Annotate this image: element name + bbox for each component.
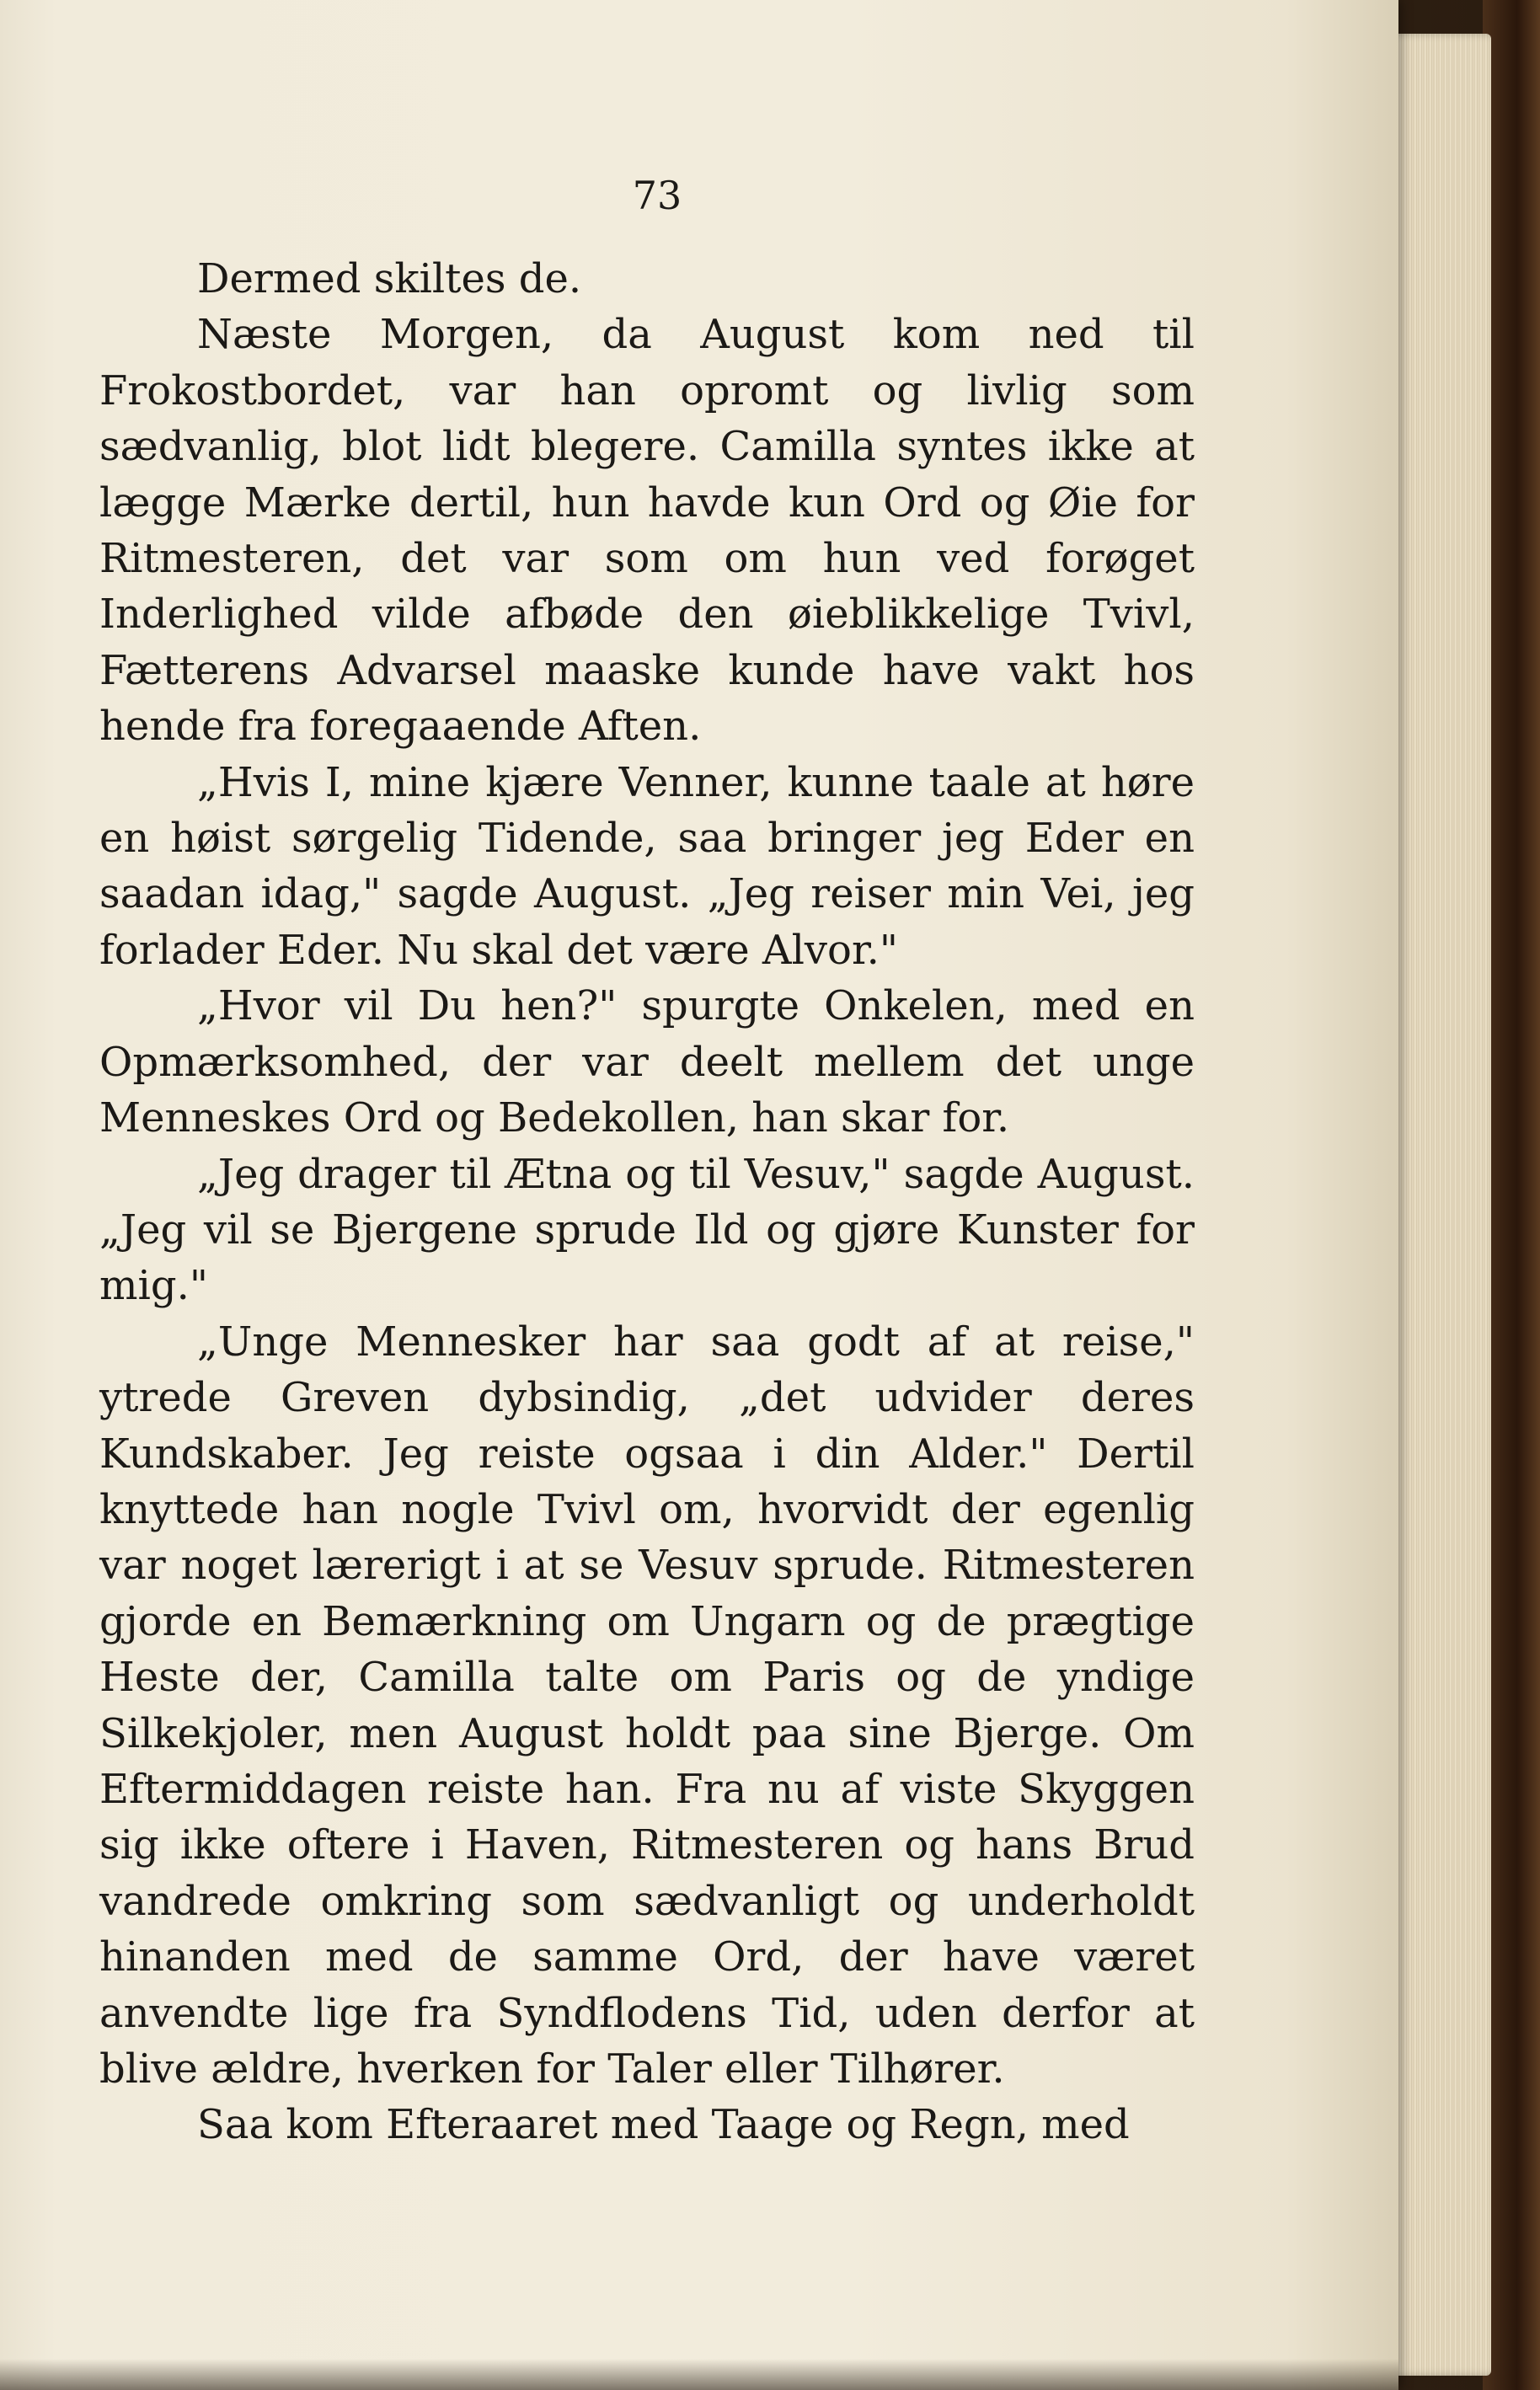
paragraph: „Unge Mennesker har saa godt af at reise," ytrede Greven dybsindig, „det udvider deres Kundskaber. Jeg reiste ogsaa i din Alder." Dertil knyttede han nogle Tvivl om, hvorvidt der egenlig var noget lærerigt i at se Vesuv sprude. Ritmesteren gjorde en Bemærkning om Ungarn og de prægtige Heste der, Camilla talte om Paris og de yndige Silkekjoler, men August holdt paa sine Bjerge. Om Eftermiddagen reiste han. Fra nu af viste Skyggen sig ikke oftere i Haven, Ritmesteren og hans Brud vandrede omkring som sædvanligt og underholdt hinanden med de samme Ord, der have været anvendte lige fra Syndflodens Tid, uden derfor at blive ældre, hverken for Taler eller Tilhører. — [99, 1318, 1195, 2093]
paragraph: „Jeg drager til Ætna og til Vesuv," sagde August. „Jeg vil se Bjergene sprude Ild og gjøre Kunster for mig." — [99, 1150, 1195, 1310]
book-cover-edge — [1483, 0, 1540, 2390]
paragraph: „Hvor vil Du hen?" spurgte Onkelen, med en Opmærksomhed, der var deelt mellem det unge Menneskes Ord og Bedekollen, han skar for. — [99, 982, 1195, 1142]
body-text — [99, 251, 1195, 2153]
paragraph: Saa kom Efteraaret med Taage og Regn, med — [197, 2101, 1130, 2149]
bottom-shadow — [0, 2359, 1398, 2390]
paragraph: „Hvis I, mine kjære Venner, kunne taale at høre en høist sørgelig Tidende, saa bringer jeg Eder en saadan idag," sagde August. „Jeg reiser min Vei, jeg forlader Eder. Nu skal det være Alvor." — [99, 758, 1195, 974]
paragraph: Dermed skiltes de. — [197, 255, 582, 302]
page-number: 73 — [632, 173, 682, 218]
paragraph: Næste Morgen, da August kom ned til Frokostbordet, var han opromt og livlig som sædvanlig, blot lidt blegere. Camilla syntes ikke at lægge Mærke dertil, hun havde kun Ord og Øie for Ritmesteren, det var som om hun ved forøget Inderlighed vilde afbøde den øieblikkelige Tvivl, Fætterens Advarsel maaske kunde have vakt hos hende fra foregaaende Aften. — [99, 311, 1195, 751]
